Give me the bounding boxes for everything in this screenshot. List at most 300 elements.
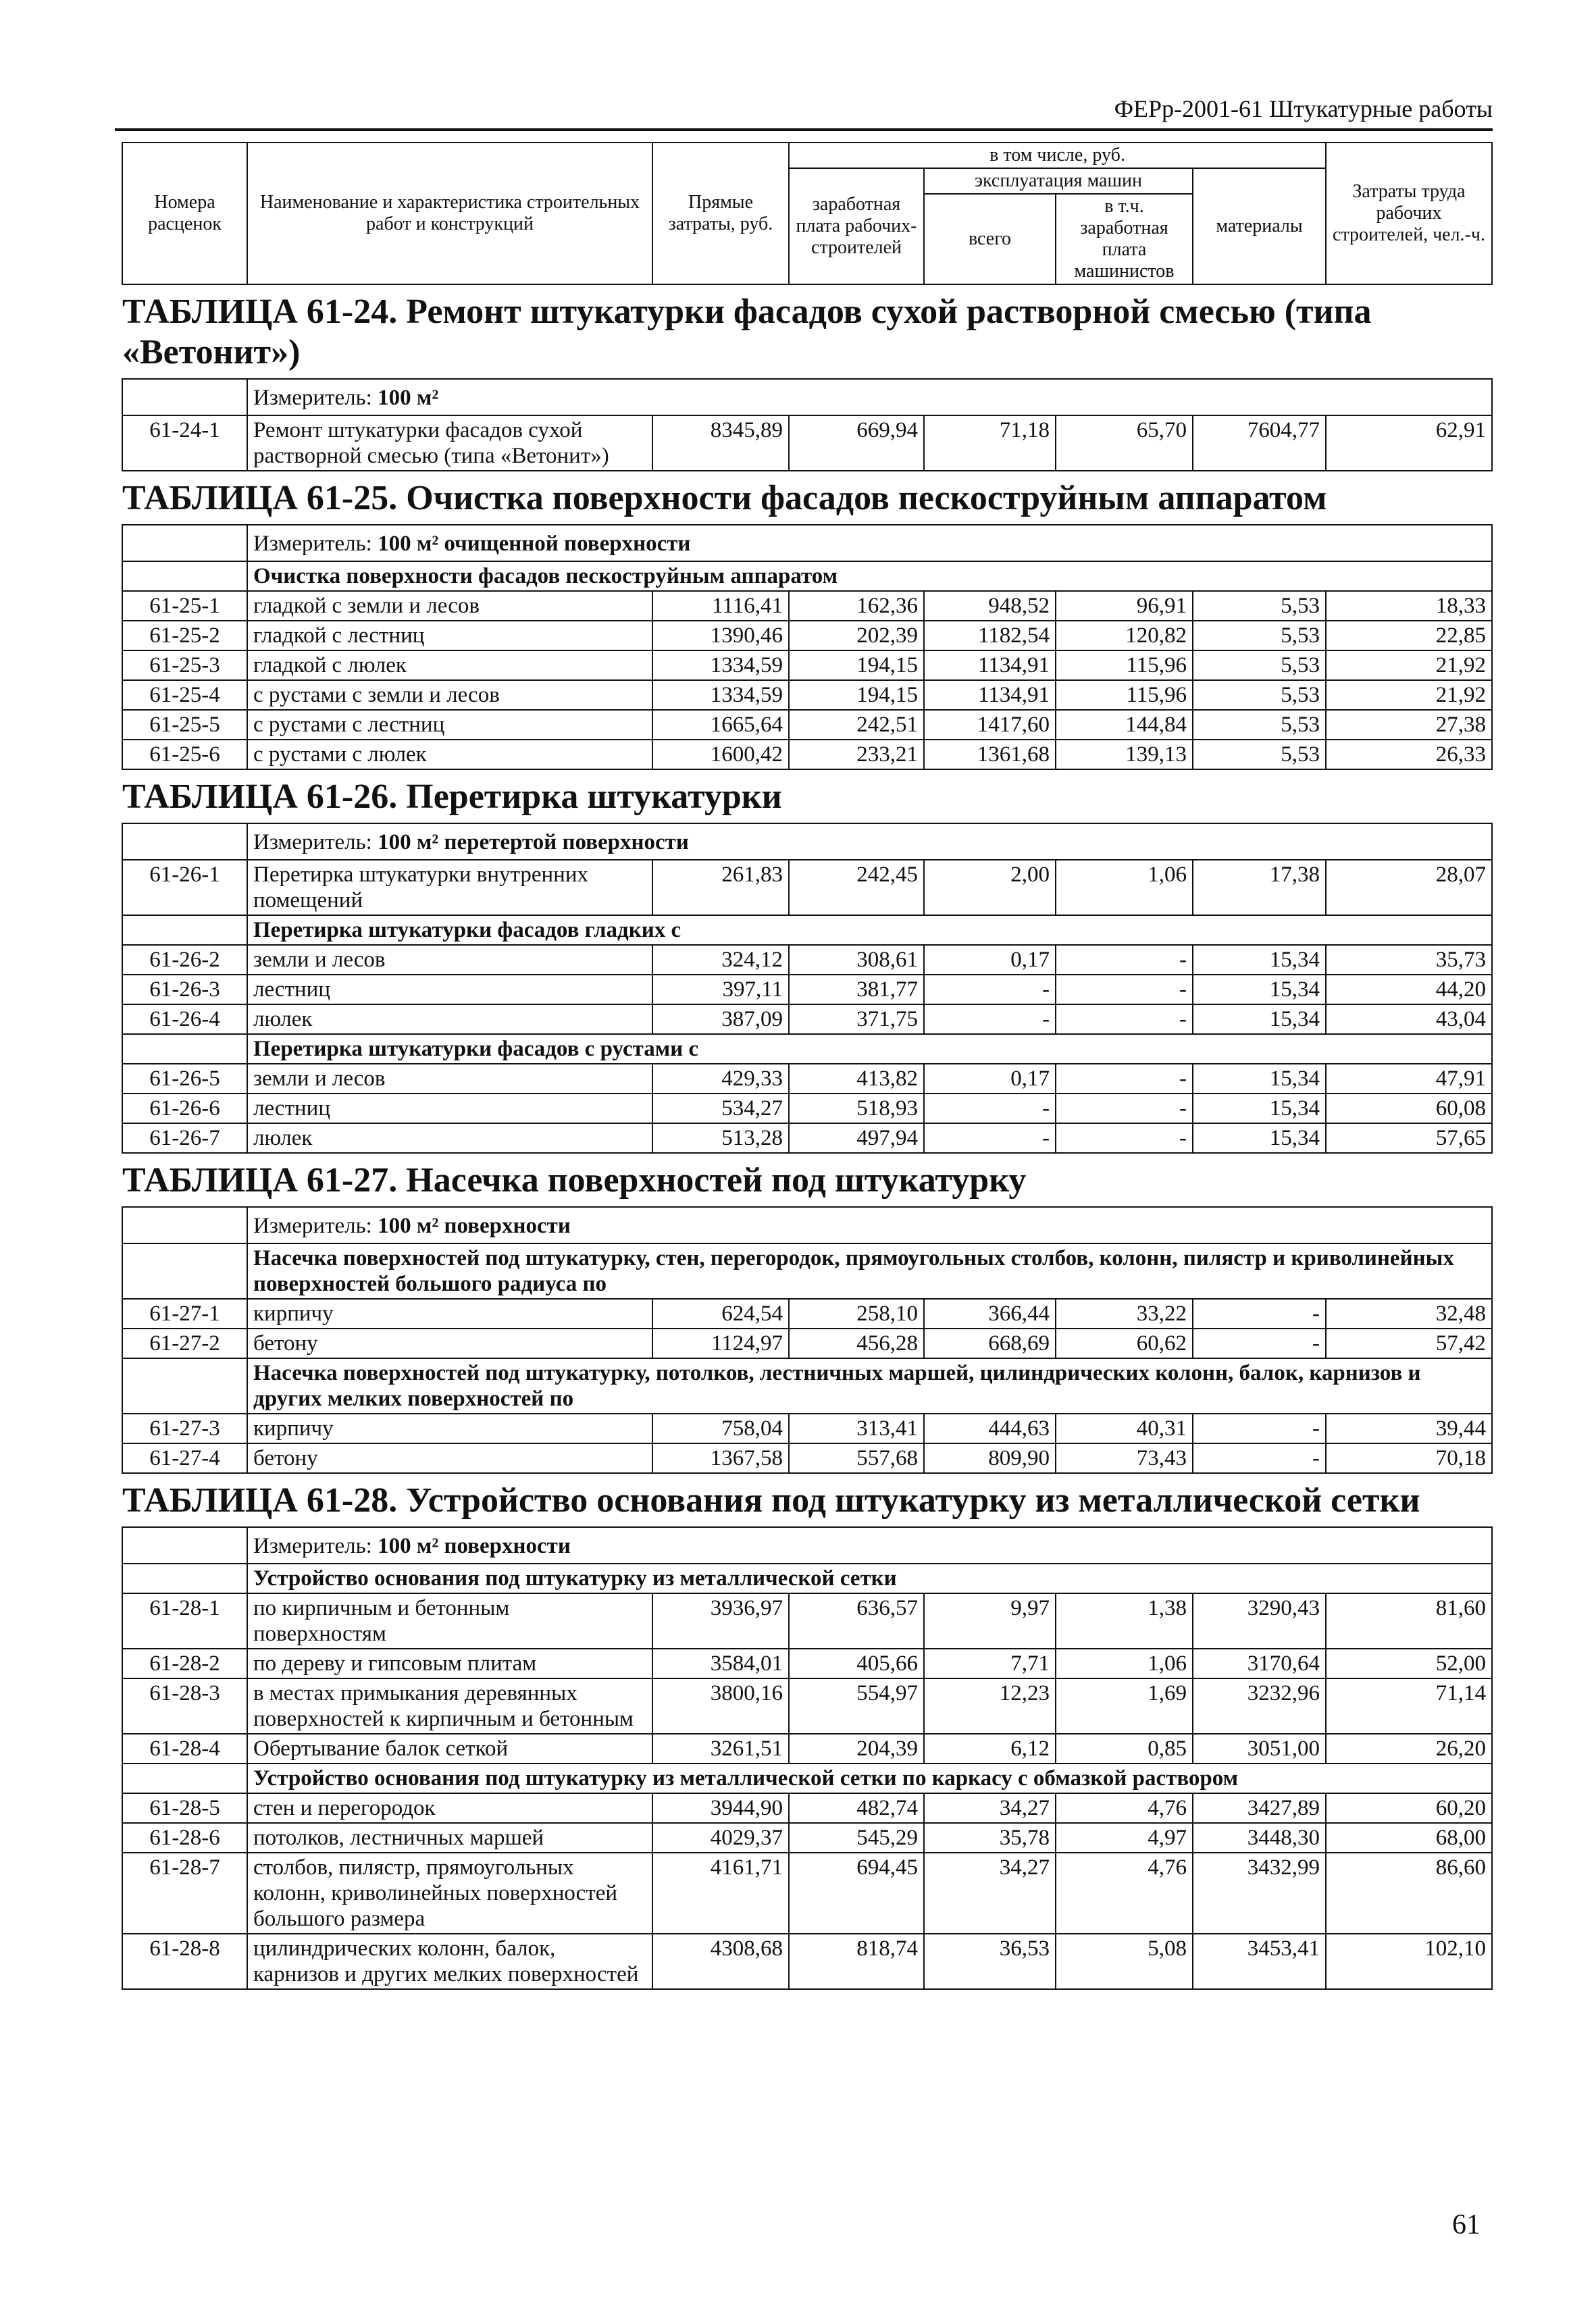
- col-code: Номера расценок: [122, 143, 247, 284]
- cost-value: 429,33: [652, 1064, 789, 1094]
- col-machinist-wages: в т.ч. заработная плата машинистов: [1056, 194, 1193, 284]
- cost-value: 3800,16: [652, 1678, 789, 1734]
- col-materials: материалы: [1193, 168, 1326, 284]
- work-name: потолков, лестничных маршей: [247, 1823, 652, 1853]
- col-labor: Затраты труда рабочих строителей, чел.-ч.: [1326, 143, 1492, 284]
- cost-value: 3232,96: [1193, 1678, 1326, 1734]
- cost-value: 70,18: [1326, 1443, 1492, 1473]
- table-cell: [122, 1473, 1492, 1527]
- table-row: [122, 1853, 1492, 1934]
- work-name: по дереву и гипсовым плитам: [247, 1649, 652, 1678]
- table-row: [122, 1123, 1492, 1153]
- cost-value: 1600,42: [652, 740, 789, 769]
- cost-value: 35,78: [924, 1823, 1056, 1853]
- table-row: [122, 945, 1492, 975]
- rate-code: 61-25-5: [122, 710, 247, 740]
- cost-value: 65,70: [1056, 415, 1193, 471]
- cost-value: 948,52: [924, 591, 1056, 621]
- rate-code: 61-26-7: [122, 1123, 247, 1153]
- cost-value: -: [1193, 1414, 1326, 1443]
- rate-code: 61-27-1: [122, 1299, 247, 1329]
- table-cell: Насечка поверхностей под штукатурку, стен, перегородок, прямоугольных столбов, колонн, пилястр и криволинейных поверхностей большого радиуса по: [247, 1243, 1492, 1299]
- table-heading: Перетирка штукатурки: [406, 777, 782, 816]
- subgroup-heading: [122, 1764, 1492, 1793]
- work-name: столбов, пилястр, прямоугольных колонн, криволинейных поверхностей большого размера: [247, 1853, 652, 1934]
- cost-value: 0,85: [1056, 1734, 1193, 1764]
- cost-value: 194,15: [789, 650, 924, 680]
- work-name: в местах примыкания деревянных поверхностей к кирпичным и бетонным: [247, 1678, 652, 1734]
- cost-value: -: [924, 975, 1056, 1004]
- rate-code: 61-25-6: [122, 740, 247, 769]
- cost-value: 669,94: [789, 415, 924, 471]
- cost-value: 0,17: [924, 1064, 1056, 1094]
- cost-value: 7,71: [924, 1649, 1056, 1678]
- table-heading: Ремонт штукатурки фасадов сухой растворной смесью (типа «Ветонит»): [122, 292, 1372, 371]
- table-row: [122, 1649, 1492, 1678]
- cost-value: 57,42: [1326, 1329, 1492, 1358]
- cost-value: 3170,64: [1193, 1649, 1326, 1678]
- cost-value: 96,91: [1056, 591, 1193, 621]
- cost-value: 3427,89: [1193, 1793, 1326, 1823]
- cost-value: 60,62: [1056, 1329, 1193, 1358]
- unit-value: 100 м² поверхности: [378, 1534, 571, 1558]
- rate-code: 61-27-3: [122, 1414, 247, 1443]
- col-including: в том числе, руб.: [789, 143, 1326, 168]
- cost-value: 5,08: [1056, 1934, 1193, 1989]
- work-name: земли и лесов: [247, 1064, 652, 1094]
- cost-value: 242,51: [789, 710, 924, 740]
- work-name: гладкой с лестниц: [247, 621, 652, 650]
- cost-value: 4,76: [1056, 1853, 1193, 1934]
- cost-value: 26,33: [1326, 740, 1492, 769]
- unit-label: Измеритель:: [253, 532, 372, 556]
- cost-value: 758,04: [652, 1414, 789, 1443]
- cost-value: 1,69: [1056, 1678, 1193, 1734]
- col-name: Наименование и характеристика строительных работ и конструкций: [247, 143, 652, 284]
- unit-value: 100 м² перетертой поверхности: [378, 830, 689, 854]
- cost-value: 60,08: [1326, 1094, 1492, 1123]
- table-cell: [122, 284, 1492, 379]
- cost-value: 202,39: [789, 621, 924, 650]
- table-row: [122, 1593, 1492, 1649]
- cost-value: 258,10: [789, 1299, 924, 1329]
- cost-value: -: [1056, 945, 1193, 975]
- cost-value: 21,92: [1326, 650, 1492, 680]
- table-cell: Очистка поверхности фасадов пескоструйным аппаратом: [247, 561, 1492, 591]
- cost-value: 5,53: [1193, 740, 1326, 769]
- cost-value: 1,06: [1056, 1649, 1193, 1678]
- subgroup-heading: [122, 1034, 1492, 1064]
- cost-value: -: [1193, 1299, 1326, 1329]
- cost-value: 636,57: [789, 1593, 924, 1649]
- unit-value: 100 м² поверхности: [378, 1214, 571, 1238]
- table-title: [122, 769, 1492, 823]
- table-cell: [122, 1358, 247, 1414]
- table-title: [122, 1473, 1492, 1527]
- table-row: [122, 1793, 1492, 1823]
- table-title: [122, 1153, 1492, 1207]
- cost-value: 381,77: [789, 975, 924, 1004]
- cost-value: 554,97: [789, 1678, 924, 1734]
- subgroup-heading: [122, 1564, 1492, 1593]
- cost-value: -: [1056, 975, 1193, 1004]
- cost-value: 313,41: [789, 1414, 924, 1443]
- cost-value: -: [924, 1004, 1056, 1034]
- table-cell: [122, 379, 247, 415]
- rate-code: 61-24-1: [122, 415, 247, 471]
- cost-value: 36,53: [924, 1934, 1056, 1989]
- cost-value: 482,74: [789, 1793, 924, 1823]
- table-cell: [122, 1527, 247, 1564]
- cost-value: 513,28: [652, 1123, 789, 1153]
- work-name: Обертывание балок сеткой: [247, 1734, 652, 1764]
- unit-row: [122, 1527, 1492, 1564]
- cost-value: 3448,30: [1193, 1823, 1326, 1853]
- table-row: [122, 1734, 1492, 1764]
- cost-value: 497,94: [789, 1123, 924, 1153]
- cost-value: 27,38: [1326, 710, 1492, 740]
- cost-value: 33,22: [1056, 1299, 1193, 1329]
- rate-code: 61-28-8: [122, 1934, 247, 1989]
- rates-document: [122, 142, 1491, 1990]
- cost-value: 1182,54: [924, 621, 1056, 650]
- cost-value: 73,43: [1056, 1443, 1193, 1473]
- work-name: кирпичу: [247, 1414, 652, 1443]
- table-cell: [122, 525, 247, 561]
- unit-label: Измеритель:: [253, 1214, 372, 1238]
- cost-value: 5,53: [1193, 650, 1326, 680]
- cost-value: 22,85: [1326, 621, 1492, 650]
- table-row: [122, 710, 1492, 740]
- cost-value: -: [1056, 1064, 1193, 1094]
- cost-value: 43,04: [1326, 1004, 1492, 1034]
- subgroup-heading: [122, 1243, 1492, 1299]
- cost-value: 413,82: [789, 1064, 924, 1094]
- cost-value: 1116,41: [652, 591, 789, 621]
- cost-value: 1390,46: [652, 621, 789, 650]
- cost-value: 26,20: [1326, 1734, 1492, 1764]
- table-number: ТАБЛИЦА 61-26.: [122, 777, 398, 816]
- cost-value: 194,15: [789, 680, 924, 710]
- cost-value: 81,60: [1326, 1593, 1492, 1649]
- table-row: [122, 1329, 1492, 1358]
- table-cell: [122, 1564, 247, 1593]
- cost-value: 15,34: [1193, 945, 1326, 975]
- table-row: [122, 1443, 1492, 1473]
- cost-value: 261,83: [652, 860, 789, 915]
- table-cell: [122, 1243, 247, 1299]
- col-direct: Прямые затраты, руб.: [652, 143, 789, 284]
- cost-value: -: [924, 1123, 1056, 1153]
- cost-value: 557,68: [789, 1443, 924, 1473]
- table-row: [122, 650, 1492, 680]
- work-name: бетону: [247, 1329, 652, 1358]
- cost-value: 3453,41: [1193, 1934, 1326, 1989]
- unit-label: Измеритель:: [253, 386, 372, 410]
- cost-value: 534,27: [652, 1094, 789, 1123]
- cost-value: 162,36: [789, 591, 924, 621]
- table-cell: [247, 823, 1492, 860]
- table-cell: [247, 525, 1492, 561]
- cost-value: 71,18: [924, 415, 1056, 471]
- work-name: с рустами с земли и лесов: [247, 680, 652, 710]
- cost-value: 4308,68: [652, 1934, 789, 1989]
- cost-value: 32,48: [1326, 1299, 1492, 1329]
- cost-value: 7604,77: [1193, 415, 1326, 471]
- cost-value: 39,44: [1326, 1414, 1492, 1443]
- work-name: бетону: [247, 1443, 652, 1473]
- cost-value: 115,96: [1056, 680, 1193, 710]
- cost-value: 456,28: [789, 1329, 924, 1358]
- cost-value: 444,63: [924, 1414, 1056, 1443]
- table-heading: Насечка поверхностей под штукатурку: [406, 1161, 1027, 1200]
- cost-value: 242,45: [789, 860, 924, 915]
- work-name: земли и лесов: [247, 945, 652, 975]
- rate-code: 61-28-4: [122, 1734, 247, 1764]
- cost-value: 60,20: [1326, 1793, 1492, 1823]
- table-cell: [122, 471, 1492, 525]
- cost-value: 233,21: [789, 740, 924, 769]
- table-row: [122, 1678, 1492, 1734]
- rate-code: 61-26-1: [122, 860, 247, 915]
- cost-value: 387,09: [652, 1004, 789, 1034]
- unit-label: Измеритель:: [253, 830, 372, 854]
- rate-code: 61-28-7: [122, 1853, 247, 1934]
- cost-value: 0,17: [924, 945, 1056, 975]
- table-row: [122, 1934, 1492, 1989]
- cost-value: 3290,43: [1193, 1593, 1326, 1649]
- cost-value: 15,34: [1193, 1064, 1326, 1094]
- cost-value: 5,53: [1193, 680, 1326, 710]
- cost-value: 1134,91: [924, 650, 1056, 680]
- cost-value: 62,91: [1326, 415, 1492, 471]
- table-number: ТАБЛИЦА 61-24.: [122, 292, 398, 331]
- cost-value: 3584,01: [652, 1649, 789, 1678]
- cost-value: 1,38: [1056, 1593, 1193, 1649]
- cost-value: 397,11: [652, 975, 789, 1004]
- cost-value: 71,14: [1326, 1678, 1492, 1734]
- cost-value: 3936,97: [652, 1593, 789, 1649]
- cost-value: 5,53: [1193, 591, 1326, 621]
- page-number: 61: [1452, 2209, 1481, 2240]
- table-cell: Устройство основания под штукатурку из металлической сетки: [247, 1564, 1492, 1593]
- table-row: [122, 680, 1492, 710]
- work-name: по кирпичным и бетонным поверхностям: [247, 1593, 652, 1649]
- cost-value: 204,39: [789, 1734, 924, 1764]
- table-title: [122, 471, 1492, 525]
- cost-value: 6,12: [924, 1734, 1056, 1764]
- cost-value: -: [1193, 1443, 1326, 1473]
- table-header: [122, 143, 1492, 284]
- cost-value: 371,75: [789, 1004, 924, 1034]
- cost-value: 12,23: [924, 1678, 1056, 1734]
- work-name: люлек: [247, 1004, 652, 1034]
- cost-value: 3432,99: [1193, 1853, 1326, 1934]
- cost-value: 308,61: [789, 945, 924, 975]
- cost-value: 5,53: [1193, 621, 1326, 650]
- cost-value: 3944,90: [652, 1793, 789, 1823]
- work-name: гладкой с земли и лесов: [247, 591, 652, 621]
- table-cell: [122, 1034, 247, 1064]
- cost-value: -: [1056, 1094, 1193, 1123]
- cost-value: 809,90: [924, 1443, 1056, 1473]
- cost-value: 57,65: [1326, 1123, 1492, 1153]
- cost-value: 35,73: [1326, 945, 1492, 975]
- table-row: [122, 740, 1492, 769]
- cost-value: 44,20: [1326, 975, 1492, 1004]
- cost-value: 18,33: [1326, 591, 1492, 621]
- cost-value: 3051,00: [1193, 1734, 1326, 1764]
- table-cell: [122, 1207, 247, 1243]
- table-heading: Устройство основания под штукатурку из металлической сетки: [406, 1481, 1420, 1520]
- cost-value: 366,44: [924, 1299, 1056, 1329]
- table-cell: [247, 1527, 1492, 1564]
- cost-value: 34,27: [924, 1853, 1056, 1934]
- table-cell: [122, 769, 1492, 823]
- cost-value: 15,34: [1193, 975, 1326, 1004]
- table-row: [122, 1823, 1492, 1853]
- cost-value: 1367,58: [652, 1443, 789, 1473]
- table-number: ТАБЛИЦА 61-28.: [122, 1481, 398, 1520]
- work-name: стен и перегородок: [247, 1793, 652, 1823]
- cost-value: 115,96: [1056, 650, 1193, 680]
- cost-value: 1361,68: [924, 740, 1056, 769]
- table-row: [122, 1064, 1492, 1094]
- cost-value: 1334,59: [652, 650, 789, 680]
- cost-value: 86,60: [1326, 1853, 1492, 1934]
- unit-row: [122, 379, 1492, 415]
- rate-code: 61-26-2: [122, 945, 247, 975]
- cost-value: 694,45: [789, 1853, 924, 1934]
- cost-value: 28,07: [1326, 860, 1492, 915]
- rate-code: 61-25-2: [122, 621, 247, 650]
- cost-value: 1417,60: [924, 710, 1056, 740]
- col-wages: заработная плата рабочих-строителей: [789, 168, 924, 284]
- table-cell: [122, 1764, 247, 1793]
- cost-value: 9,97: [924, 1593, 1056, 1649]
- work-name: цилиндрических колонн, балок, карнизов и других мелких поверхностей: [247, 1934, 652, 1989]
- cost-value: 4,76: [1056, 1793, 1193, 1823]
- table-row: [122, 1414, 1492, 1443]
- table-row: [122, 975, 1492, 1004]
- table-cell: [122, 1153, 1492, 1207]
- cost-value: 139,13: [1056, 740, 1193, 769]
- work-name: лестниц: [247, 1094, 652, 1123]
- subgroup-heading: [122, 915, 1492, 945]
- cost-value: -: [1193, 1329, 1326, 1358]
- cost-value: 40,31: [1056, 1414, 1193, 1443]
- unit-value: 100 м²: [378, 386, 439, 410]
- cost-value: 1334,59: [652, 680, 789, 710]
- cost-value: 120,82: [1056, 621, 1193, 650]
- cost-value: 15,34: [1193, 1004, 1326, 1034]
- col-machines: эксплуатация машин: [924, 168, 1193, 194]
- cost-value: -: [1056, 1004, 1193, 1034]
- cost-value: 3261,51: [652, 1734, 789, 1764]
- table-cell: [122, 823, 247, 860]
- table-row: [122, 621, 1492, 650]
- cost-value: 624,54: [652, 1299, 789, 1329]
- table-title: [122, 284, 1492, 379]
- table-cell: [122, 915, 247, 945]
- cost-value: 47,91: [1326, 1064, 1492, 1094]
- cost-value: 1124,97: [652, 1329, 789, 1358]
- table-number: ТАБЛИЦА 61-27.: [122, 1161, 398, 1200]
- cost-value: 818,74: [789, 1934, 924, 1989]
- table-cell: [122, 561, 247, 591]
- unit-row: [122, 525, 1492, 561]
- work-name: гладкой с люлек: [247, 650, 652, 680]
- cost-value: 52,00: [1326, 1649, 1492, 1678]
- subgroup-heading: [122, 1358, 1492, 1414]
- rate-code: 61-28-2: [122, 1649, 247, 1678]
- work-name: с рустами с лестниц: [247, 710, 652, 740]
- cost-value: 545,29: [789, 1823, 924, 1853]
- rate-code: 61-25-3: [122, 650, 247, 680]
- running-header: ФЕРр-2001-61 Штукатурные работы: [1114, 95, 1493, 122]
- cost-value: 15,34: [1193, 1094, 1326, 1123]
- cost-value: 518,93: [789, 1094, 924, 1123]
- table-cell: Устройство основания под штукатурку из металлической сетки по каркасу с обмазкой раствором: [247, 1764, 1492, 1793]
- cost-value: 324,12: [652, 945, 789, 975]
- cost-value: -: [924, 1094, 1056, 1123]
- cost-value: 68,00: [1326, 1823, 1492, 1853]
- rate-code: 61-26-3: [122, 975, 247, 1004]
- table-row: [122, 1299, 1492, 1329]
- rate-code: 61-28-5: [122, 1793, 247, 1823]
- cost-value: 1665,64: [652, 710, 789, 740]
- rate-code: 61-26-5: [122, 1064, 247, 1094]
- cost-value: 4161,71: [652, 1853, 789, 1934]
- rate-code: 61-28-1: [122, 1593, 247, 1649]
- cost-value: 17,38: [1193, 860, 1326, 915]
- rates-table: [122, 142, 1493, 1990]
- rate-code: 61-27-2: [122, 1329, 247, 1358]
- rate-code: 61-28-6: [122, 1823, 247, 1853]
- unit-label: Измеритель:: [253, 1534, 372, 1558]
- work-name: люлек: [247, 1123, 652, 1153]
- cost-value: 1,06: [1056, 860, 1193, 915]
- cost-value: 144,84: [1056, 710, 1193, 740]
- cost-value: 15,34: [1193, 1123, 1326, 1153]
- col-machines-total: всего: [924, 194, 1056, 284]
- cost-value: 34,27: [924, 1793, 1056, 1823]
- rate-code: 61-25-4: [122, 680, 247, 710]
- subgroup-heading: [122, 561, 1492, 591]
- cost-value: 4029,37: [652, 1823, 789, 1853]
- table-row: [122, 1094, 1492, 1123]
- cost-value: 102,10: [1326, 1934, 1492, 1989]
- cost-value: 8345,89: [652, 415, 789, 471]
- table-row: [122, 415, 1492, 471]
- cost-value: 1134,91: [924, 680, 1056, 710]
- work-name: кирпичу: [247, 1299, 652, 1329]
- cost-value: 5,53: [1193, 710, 1326, 740]
- unit-row: [122, 1207, 1492, 1243]
- header-rule: [115, 128, 1493, 131]
- table-cell: Насечка поверхностей под штукатурку, потолков, лестничных маршей, цилиндрических колонн, балок, карнизов и других мелких поверхностей по: [247, 1358, 1492, 1414]
- work-name: с рустами с люлек: [247, 740, 652, 769]
- rate-code: 61-26-4: [122, 1004, 247, 1034]
- table-number: ТАБЛИЦА 61-25.: [122, 479, 398, 517]
- work-name: лестниц: [247, 975, 652, 1004]
- table-cell: Перетирка штукатурки фасадов с рустами с: [247, 1034, 1492, 1064]
- rate-code: 61-28-3: [122, 1678, 247, 1734]
- cost-value: 4,97: [1056, 1823, 1193, 1853]
- rate-code: 61-25-1: [122, 591, 247, 621]
- cost-value: -: [1056, 1123, 1193, 1153]
- cost-value: 405,66: [789, 1649, 924, 1678]
